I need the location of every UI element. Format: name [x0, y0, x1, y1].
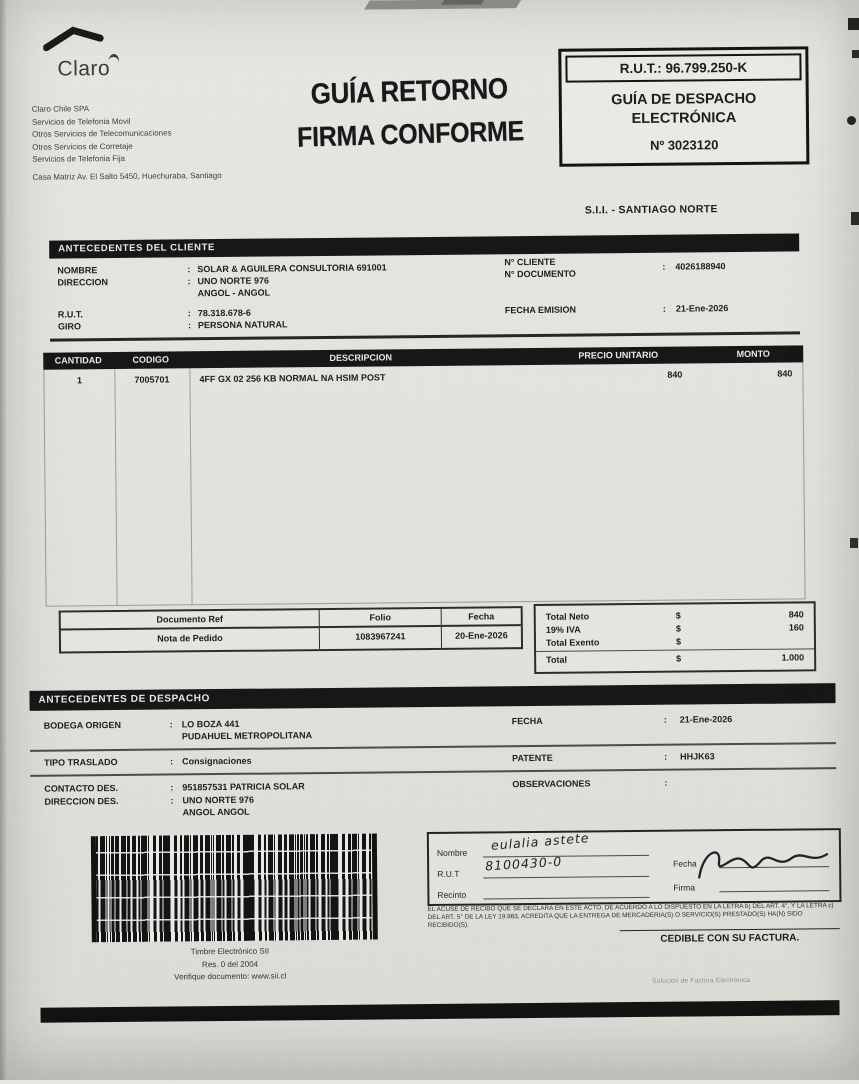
- field-label: NOMBRE: [57, 265, 98, 276]
- cell-documento-ref: Nota de Pedido: [157, 632, 223, 644]
- company-info-line: Otros Servicios de Corretaje: [32, 141, 133, 152]
- handwritten-signature: [691, 832, 836, 895]
- divider: [30, 767, 836, 776]
- field-label: R.U.T: [437, 868, 460, 879]
- legal-acknowledgement-text: EL ACUSE DE RECIBO QUE SE DECLARA EN ESTE ACTO, DE ACUERDO A LO DISPUESTO EN LA LETRA b) DEL ART. 4°, Y LA LETRA c) DEL ART. 5° DE LA LEY 19.983, ACREDITA QUE LA ENTREGA DE MERCADERIA(S) O SERVICIO(S) PRESTADO(S) HA(N) SIDO RECIBIDO(S).: [427, 902, 834, 929]
- field-value-fecha: 21-Ene-2026: [679, 714, 733, 725]
- table-row: [61, 626, 521, 651]
- field-label: DIRECCION: [57, 277, 109, 288]
- despacho-body: [30, 703, 837, 825]
- claro-logo-swoosh-icon: [107, 53, 119, 65]
- colon: :: [187, 276, 191, 287]
- colon: :: [662, 303, 666, 314]
- field-label: Nombre: [436, 847, 468, 858]
- colon: :: [662, 261, 666, 272]
- document-id-box: [558, 46, 809, 166]
- field-label: PATENTE: [512, 752, 553, 764]
- handwritten-rut: 8100430-0: [484, 853, 563, 874]
- bottom-black-bar: [40, 1000, 839, 1023]
- field-label: N° CLIENTE: [504, 256, 556, 268]
- col-header-monto: MONTO: [736, 348, 770, 360]
- receipt-signature-box: [427, 828, 842, 906]
- colon: :: [187, 308, 191, 319]
- field-label: FECHA: [511, 715, 543, 727]
- document-type: [562, 89, 806, 129]
- colon: :: [664, 777, 668, 788]
- timbre-caption-line: Timbre Electrónico SII: [190, 946, 270, 957]
- divider: [30, 742, 836, 751]
- field-value-direccion: UNO NORTE 976: [197, 275, 270, 287]
- totals-box: [534, 601, 817, 673]
- total-value: 1.000: [781, 652, 805, 663]
- scan-artifact: [441, 0, 484, 5]
- cell-monto: 840: [777, 368, 793, 379]
- company-info-line: Servicios de Telefonia Fija: [32, 153, 126, 164]
- colon: :: [170, 795, 174, 806]
- cell-cantidad: 1: [76, 375, 82, 386]
- field-value-direccion-des-2: ANGOL ANGOL: [182, 806, 250, 818]
- total-row-total: [536, 648, 814, 666]
- total-label: Total Exento: [545, 636, 600, 648]
- fill-in-line: [483, 882, 649, 900]
- colon: :: [170, 782, 174, 793]
- total-value: 160: [788, 621, 804, 633]
- col-header-descripcion: DESCRIPCION: [329, 352, 393, 363]
- items-table-body: [43, 362, 805, 606]
- total-label: Total Neto: [545, 610, 590, 622]
- field-value-rut: 78.318.678-6: [197, 307, 251, 319]
- total-label: Total: [546, 654, 568, 665]
- document-type-line-1: GUÍA DE DESPACHO: [611, 90, 757, 109]
- currency-sign: $: [675, 636, 682, 647]
- document-type-line-2: ELECTRÓNICA: [631, 110, 737, 128]
- section-antecedentes-despacho: [29, 683, 836, 825]
- field-label: CONTACTO DES.: [44, 783, 119, 794]
- colon: :: [663, 714, 667, 725]
- total-label: 19% IVA: [545, 624, 581, 635]
- field-recinto: [437, 877, 649, 900]
- currency-sign: $: [675, 610, 681, 621]
- field-label: R.U.T.: [57, 309, 83, 320]
- col-header-fecha: Fecha: [441, 608, 521, 625]
- field-value-tipo-traslado: Consignaciones: [182, 755, 252, 767]
- company-info-line: Otros Servicios de Telecomunicaciones: [32, 128, 172, 139]
- items-table: [43, 345, 805, 606]
- field-value-patente: HHJK63: [680, 751, 715, 762]
- field-label: N° DOCUMENTO: [504, 268, 576, 280]
- column-divider: [189, 368, 192, 604]
- field-label: BODEGA ORIGEN: [43, 719, 121, 731]
- cedible-note: CEDIBLE CON SU FACTURA.: [620, 928, 840, 945]
- field-value-bodega-2: PUDAHUEL METROPOLITANA: [181, 730, 313, 742]
- field-label: GIRO: [57, 321, 81, 332]
- field-label: Recinto: [437, 889, 467, 900]
- section-antecedentes-cliente: [49, 233, 800, 341]
- field-value-fecha-emision: 21-Ene-2026: [675, 303, 729, 314]
- colon: :: [170, 756, 174, 767]
- field-value-n-documento: 4026188940: [675, 261, 726, 272]
- cell-precio: 840: [667, 369, 683, 380]
- currency-sign: $: [676, 653, 682, 664]
- total-value: [718, 635, 804, 646]
- col-header-cantidad: CANTIDAD: [54, 355, 102, 366]
- cliente-body: [49, 251, 800, 341]
- field-label: Fecha: [673, 858, 697, 869]
- field-value-nombre: SOLAR & AGUILERA CONSULTORIA 691001: [197, 262, 387, 275]
- company-info-line: Claro Chile SPA: [31, 104, 90, 114]
- colon: :: [169, 719, 173, 730]
- field-label: FECHA EMISION: [504, 304, 577, 316]
- col-header-documento-ref: Documento Ref: [156, 613, 224, 625]
- return-stamp: [281, 70, 539, 155]
- field-label: DIRECCION DES.: [44, 795, 119, 807]
- field-value-bodega: LO BOZA 441: [181, 718, 240, 730]
- stamp-line-1: GUÍA RETORNO: [310, 71, 509, 111]
- pen-mark-artifact: [43, 25, 105, 58]
- field-label: Firma: [673, 882, 696, 893]
- col-header-folio: Folio: [319, 609, 441, 626]
- section-title-bar: ANTECEDENTES DE DESPACHO: [29, 683, 835, 711]
- timbre-caption-line: Res. 0 del 2004: [201, 959, 259, 969]
- cell-descripcion: 4FF GX 02 256 KB NORMAL NA HSIM POST: [199, 372, 386, 385]
- currency-sign: $: [675, 623, 681, 634]
- reference-doc-table: [59, 606, 523, 653]
- field-label: TIPO TRASLADO: [44, 757, 118, 768]
- field-value-direccion-2: ANGOL - ANGOL: [197, 287, 271, 299]
- column-divider: [114, 369, 117, 605]
- field-label: OBSERVACIONES: [512, 778, 591, 790]
- timbre-caption: [99, 945, 361, 985]
- document-number: Nº 3023120: [649, 137, 719, 153]
- col-header-precio: PRECIO UNITARIO: [578, 349, 659, 361]
- field-value-giro: PERSONA NATURAL: [197, 319, 288, 331]
- sii-office: S.I.I. - SANTIAGO NORTE: [584, 203, 718, 217]
- total-row-exento: [536, 633, 814, 649]
- colon: :: [187, 320, 191, 331]
- claro-logo: [57, 57, 119, 82]
- colon: :: [664, 751, 668, 762]
- total-value: 840: [788, 608, 804, 620]
- field-value-contacto: 951857531 PATRICIA SOLAR: [182, 781, 305, 793]
- company-info-line: Casa Matriz Av. El Salto 5450, Huechuraba, Santiago: [32, 170, 222, 182]
- section-title-bar: ANTECEDENTES DEL CLIENTE: [49, 233, 799, 258]
- timbre-caption-line: Verifique documento: www.sii.cl: [174, 971, 287, 982]
- company-info: [32, 102, 222, 184]
- pdf417-barcode: [91, 834, 378, 943]
- col-header-codigo: CODIGO: [132, 354, 170, 365]
- footer-provider-text: Solución de Factura Electrónica: [652, 976, 751, 985]
- field-value-direccion-des: UNO NORTE 976: [182, 794, 255, 806]
- company-info-line: Servicios de Telefonia Movil: [31, 116, 131, 127]
- issuer-rut: R.U.T.: 96.799.250-K: [565, 53, 801, 82]
- cell-folio: 1083967241: [319, 627, 441, 649]
- scan-artifact: [364, 0, 522, 10]
- cell-codigo: 7005701: [134, 374, 170, 385]
- stamp-line-2: FIRMA CONFORME: [296, 115, 525, 154]
- cell-fecha: 20-Ene-2026: [441, 626, 521, 648]
- colon: :: [187, 264, 191, 275]
- claro-logo-text: Claro: [57, 57, 111, 81]
- handwritten-nombre: eulalia astete: [490, 830, 591, 853]
